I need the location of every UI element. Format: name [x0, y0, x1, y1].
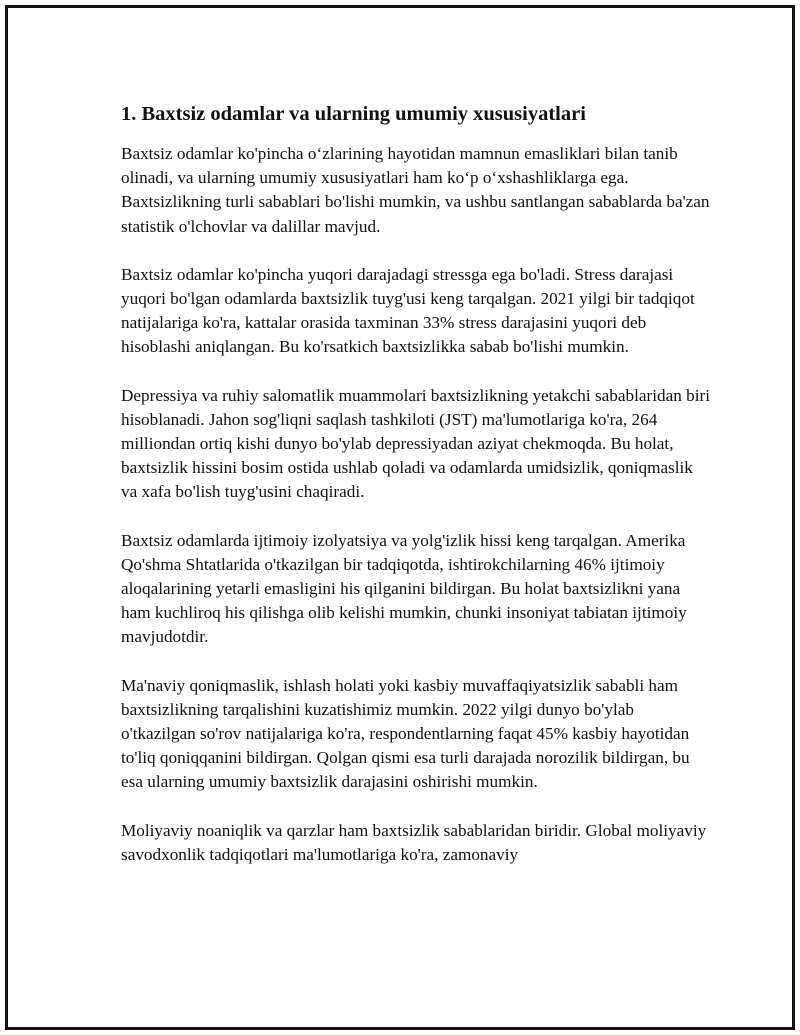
section-heading: 1. Baxtsiz odamlar va ularning umumiy xususiyatlari: [121, 103, 586, 125]
paragraph-5: Ma'naviy qoniqmaslik, ishlash holati yoki kasbiy muvaffaqiyatsizlik sababli ham baxtsizlikning tarqalishini kuzatishimiz mumkin. 2022 yilgi dunyo bo'ylab o'tkazilgan so'rov natijalariga ko'ra, respondentlarning faqat 45% kasbiy hayotidan to'liq qoniqqanini bildirgan. Qolgan qismi esa turli darajada norozilik bildirgan, bu esa ularning umumiy baxtsizlik darajasini oshirishi mumkin.: [121, 675, 690, 792]
paragraph-3: Depressiya va ruhiy salomatlik muammolari baxtsizlikning yetakchi sabablaridan biri hisoblanadi. Jahon sog'liqni saqlash tashkiloti (JST) ma'lumotlariga ko'ra, 264 milliondan ortiq kishi dunyo bo'ylab depressiyadan aziyat chekmoqda. Bu holat, baxtsizlik hissini bosim ostida ushlab qoladi va odamlarda umidsizlik, qoniqmaslik va xafa bo'lish tuyg'usini chaqiradi.: [121, 385, 710, 502]
paragraph-1: Baxtsiz odamlar ko'pincha oʻzlarining hayotidan mamnun emasliklari bilan tanib olinadi, va ularning umumiy xususiyatlari ham koʻp oʻxshashliklarga ega. Baxtsizlikning turli sabablari bo'lishi mumkin, va ushbu santlangan sabablarda ba'zan statistik o'lchovlar va dalillar mavjud.: [121, 144, 710, 236]
page-frame: [5, 5, 795, 1030]
paragraph-4: Baxtsiz odamlarda ijtimoiy izolyatsiya va yolg'izlik hissi keng tarqalgan. Amerika Qo'shma Shtatlarida o'tkazilgan bir tadqiqotda, ishtirokchilarning 46% ijtimoiy aloqalarining yetarli emasligini his qilganini bildirgan. Bu holat baxtsizlikni yana ham kuchliroq his qilishga olib kelishi mumkin, chunki insoniyat tabiatan ijtimoiy mavjudotdir.: [121, 530, 687, 647]
paragraph-6: Moliyaviy noaniqlik va qarzlar ham baxtsizlik sabablaridan biridir. Global moliyaviy savodxonlik tadqiqotlari ma'lumotlariga ko'ra, zamonaviy: [121, 820, 707, 864]
document-body: [121, 100, 711, 891]
paragraph-2: Baxtsiz odamlar ko'pincha yuqori darajadagi stressga ega bo'ladi. Stress darajasi yuqori bo'lgan odamlarda baxtsizlik tuyg'usi keng tarqalgan. 2021 yilgi bir tadqiqot natijalariga ko'ra, kattalar orasida taxminan 33% stress darajasini yuqori deb hisoblashi aniqlangan. Bu ko'rsatkich baxtsizlikka sabab bo'lishi mumkin.: [121, 264, 695, 357]
